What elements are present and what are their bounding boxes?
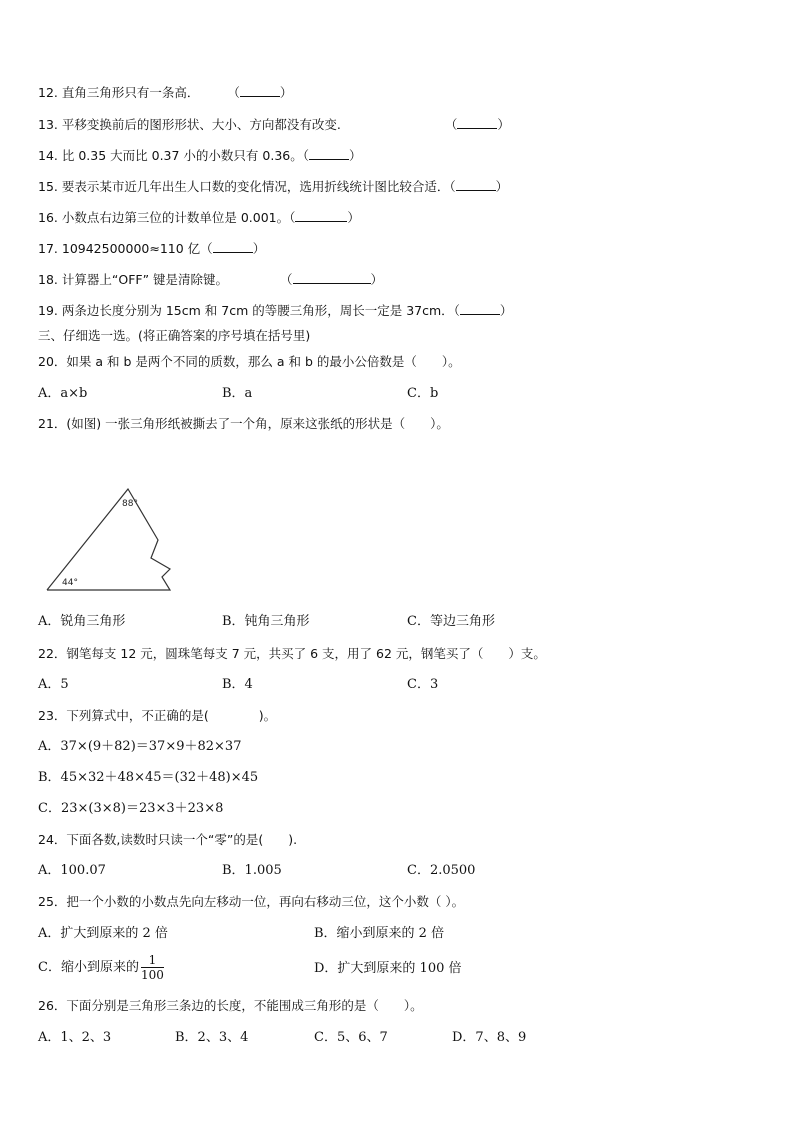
question-text: 小数点右边第三位的计数单位是 0.001。 bbox=[61, 210, 290, 225]
question-18: 18. 计算器上“OFF” 键是清除键。 （ ） bbox=[38, 272, 384, 287]
question-number: 16. bbox=[38, 210, 58, 225]
option-a[interactable]: A．扩大到原来的 2 倍 bbox=[38, 926, 168, 941]
answer-blank[interactable] bbox=[309, 147, 349, 160]
answer-blank[interactable] bbox=[293, 271, 371, 284]
question-21: 21．(如图) 一张三角形纸被撕去了一个角，原来这张纸的形状是（ ）。 bbox=[38, 416, 449, 431]
answer-blank[interactable] bbox=[240, 84, 280, 97]
question-number: 15. bbox=[38, 179, 58, 194]
option-b[interactable]: B．钝角三角形 bbox=[222, 614, 310, 629]
fraction: $\frac{1}{100}$ bbox=[140, 953, 164, 982]
question-23: 23．下列算式中，不正确的是( )。 bbox=[38, 708, 277, 723]
angle-label-top: 88° bbox=[122, 499, 138, 509]
option-b[interactable]: B．4 bbox=[222, 677, 253, 692]
option-d[interactable]: D．7、8、9 bbox=[452, 1030, 527, 1045]
answer-blank[interactable] bbox=[456, 178, 496, 191]
question-text: 计算器上“OFF” 键是清除键。 bbox=[61, 272, 229, 287]
question-number: 14. bbox=[38, 148, 58, 163]
question-25: 25．把一个小数的小数点先向左移动一位，再向右移动三位，这个小数（ ）。 bbox=[38, 894, 465, 909]
angle-label-bottom: 44° bbox=[62, 578, 78, 588]
question-16: 16. 小数点右边第三位的计数单位是 0.001。（ ） bbox=[38, 210, 360, 225]
question-24: 24．下面各数,读数时只读一个“零”的是( ). bbox=[38, 832, 298, 847]
question-12: 12. 直角三角形只有一条高． （ ） bbox=[38, 85, 293, 100]
option-a[interactable]: A．a×b bbox=[38, 386, 88, 401]
question-number: 13. bbox=[38, 117, 58, 132]
question-17: 17. 10942500000≈110 亿（ ） bbox=[38, 241, 266, 256]
question-20: 20．如果 a 和 b 是两个不同的质数，那么 a 和 b 的最小公倍数是（ ）。 bbox=[38, 354, 461, 369]
option-b[interactable]: B．45×32＋48×45＝(32＋48)×45 bbox=[38, 770, 259, 785]
question-26: 26．下面分别是三角形三条边的长度，不能围成三角形的是（ ）。 bbox=[38, 998, 423, 1013]
option-c[interactable]: C．3 bbox=[407, 677, 439, 692]
question-14: 14. 比 0.35 大而比 0.37 小的小数只有 0.36。（ ） bbox=[38, 148, 362, 163]
question-number: 18. bbox=[38, 272, 58, 287]
option-a[interactable]: A．5 bbox=[38, 677, 69, 692]
question-text: 直角三角形只有一条高． bbox=[61, 85, 200, 100]
option-a[interactable]: A．锐角三角形 bbox=[38, 614, 126, 629]
question-15: 15. 要表示某市近几年出生人口数的变化情况，选用折线统计图比较合适．（ ） bbox=[38, 179, 509, 194]
option-b[interactable]: B．2、3、4 bbox=[175, 1030, 249, 1045]
option-a[interactable]: A．100.07 bbox=[38, 863, 106, 878]
question-number: 17. bbox=[38, 241, 58, 256]
section-heading: 三、仔细选一选。(将正确答案的序号填在括号里) bbox=[38, 328, 311, 343]
option-b[interactable]: B．1.005 bbox=[222, 863, 282, 878]
option-c[interactable]: C．缩小到原来的 $\frac{1}{100}$ bbox=[38, 953, 164, 982]
question-19: 19. 两条边长度分别为 15cm 和 7cm 的等腰三角形，周长一定是 37cm．（ ） bbox=[38, 303, 513, 318]
question-13: 13. 平移变换前后的图形形状、大小、方向都没有改变. （ ） bbox=[38, 117, 510, 132]
question-text: 两条边长度分别为 15cm 和 7cm 的等腰三角形，周长一定是 37cm． bbox=[61, 303, 454, 318]
option-c[interactable]: C．23×(3×8)＝23×3＋23×8 bbox=[38, 801, 224, 816]
question-text: 10942500000≈110 亿 bbox=[61, 241, 201, 256]
option-c[interactable]: C．5、6、7 bbox=[314, 1030, 388, 1045]
triangle-outline bbox=[47, 489, 170, 590]
answer-blank[interactable] bbox=[457, 116, 497, 129]
question-text: 要表示某市近几年出生人口数的变化情况，选用折线统计图比较合适． bbox=[61, 179, 450, 194]
answer-blank[interactable] bbox=[460, 302, 500, 315]
torn-triangle-figure bbox=[40, 476, 180, 596]
option-c[interactable]: C．2.0500 bbox=[407, 863, 476, 878]
answer-blank[interactable] bbox=[213, 240, 253, 253]
question-text: 平移变换前后的图形形状、大小、方向都没有改变. bbox=[61, 117, 341, 132]
option-b[interactable]: B．缩小到原来的 2 倍 bbox=[314, 926, 445, 941]
option-d[interactable]: D．扩大到原来的 100 倍 bbox=[314, 961, 462, 976]
option-b[interactable]: B．a bbox=[222, 386, 253, 401]
question-text: 比 0.35 大而比 0.37 小的小数只有 0.36。 bbox=[61, 148, 303, 163]
answer-blank[interactable] bbox=[295, 209, 347, 222]
question-number: 12. bbox=[38, 85, 58, 100]
question-number: 19. bbox=[38, 303, 58, 318]
option-c[interactable]: C．等边三角形 bbox=[407, 614, 495, 629]
question-22: 22．钢笔每支 12 元，圆珠笔每支 7 元，共买了 6 支，用了 62 元，钢笔买了（ ）支。 bbox=[38, 646, 546, 661]
option-a[interactable]: A．1、2、3 bbox=[38, 1030, 112, 1045]
option-c[interactable]: C．b bbox=[407, 386, 439, 401]
option-a[interactable]: A．37×(9＋82)＝37×9＋82×37 bbox=[38, 739, 242, 754]
